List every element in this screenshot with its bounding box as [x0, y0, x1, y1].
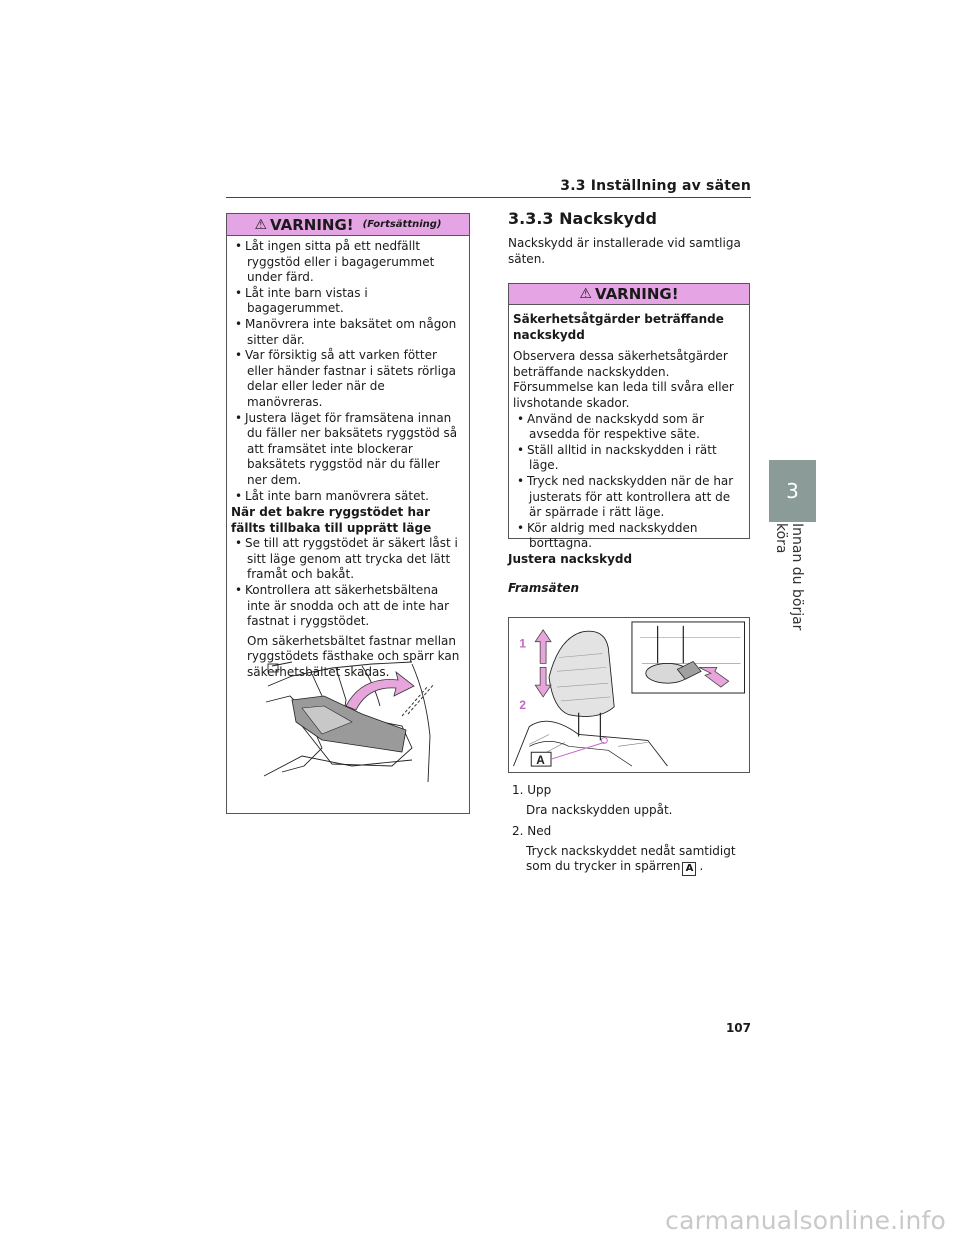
- step-description: Dra nackskydden uppåt.: [526, 802, 673, 817]
- header-divider: [226, 197, 751, 198]
- list-item: • Använd de nackskydd som är avsedda för respektive säte.: [513, 412, 743, 443]
- step-label: 2. Ned: [512, 824, 552, 839]
- warning-continued-label: (Fortsättning): [362, 219, 442, 230]
- warning-note: Om säkerhetsbältet fastnar mellan ryggstödets fästhake och spärr kan säkerhetsbältet skadas.: [247, 633, 460, 680]
- section-title: 3.3.3 Nackskydd: [508, 209, 657, 228]
- warning-subheading: När det bakre ryggstödet har fällts tillbaka till upprätt läge: [231, 505, 432, 535]
- chapter-tab: [769, 460, 816, 522]
- warning-triangle-icon: ⚠: [254, 216, 268, 233]
- figure-label-down: 2: [519, 697, 527, 712]
- fold-up-arrow-icon: [346, 672, 414, 710]
- section-intro: Nackskydd är installerade vid samtliga säten.: [508, 236, 741, 266]
- list-item: • Justera läget för framsätena innan du fäller ner baksätets ryggstöd så att framsätet inte blockerar baksätets ryggstöd när du fäller ner dem.: [231, 411, 461, 489]
- step-label: 1. Upp: [512, 783, 552, 797]
- arrow-up-icon: [535, 630, 551, 664]
- warning-body: [509, 305, 749, 552]
- watermark: carmanualsonline.info: [665, 1206, 946, 1235]
- rear-seat-folding-illustration: [262, 656, 434, 784]
- warning-title: VARNING!: [594, 285, 679, 303]
- adjust-subheading: Framsäten: [508, 581, 580, 595]
- list-item: • Kontrollera att säkerhetsbältena inte är snodda och att de inte har fastnat i ryggstödet.: [231, 583, 461, 630]
- arrow-down-icon: [535, 667, 551, 697]
- list-item: • Se till att ryggstödet är säkert låst i sitt läge genom att trycka det lätt framåt och bakåt.: [231, 536, 461, 583]
- figure-label-up: 1: [519, 636, 527, 651]
- list-item: • Manövrera inte baksätet om någon sitter där.: [231, 317, 461, 348]
- warning-triangle-icon: ⚠: [579, 286, 592, 302]
- warning-header: [227, 214, 469, 236]
- chapter-number: 3: [786, 479, 799, 503]
- step-description: Tryck nackskyddet nedåt samtidigt som du trycker in spärren A .: [526, 843, 736, 875]
- warning-subheading: Säkerhetsåtgärder beträffande nackskydd: [513, 312, 724, 342]
- section-header-title: 3.3 Inställning av säten: [560, 178, 751, 194]
- list-item: • Var försiktig så att varken fötter eller händer fastnar i sätets rörliga delar eller leder när de manövreras.: [231, 348, 461, 410]
- warning-title: VARNING!: [270, 215, 354, 234]
- list-item: • Låt ingen sitta på ett nedfällt ryggstöd eller i bagagerummet under färd.: [231, 239, 461, 286]
- warning-header: [509, 284, 749, 305]
- list-item: • Tryck ned nackskydden när de har justerats för att kontrollera att de är spärrade i rätt läge.: [513, 474, 743, 521]
- adjust-steps: [512, 783, 752, 882]
- list-item: • Kör aldrig med nackskydden borttagna.: [513, 521, 743, 552]
- warning-paragraph: Observera dessa säkerhetsåtgärder beträffande nackskydden. Försummelse kan leda till svåra eller livshotande skador.: [513, 349, 734, 410]
- figure-label-lock: A: [536, 753, 545, 768]
- adjust-heading: Justera nackskydd: [508, 552, 633, 566]
- list-item: • Låt inte barn vistas i bagagerummet.: [231, 286, 461, 317]
- list-item: • Låt inte barn manövrera sätet.: [231, 489, 461, 505]
- chapter-label: Innan du börjar köra: [773, 523, 805, 631]
- headrest-adjust-illustration: [508, 617, 750, 773]
- lock-badge: A: [682, 862, 696, 876]
- list-item: • Ställ alltid in nackskydden i rätt läge.: [513, 443, 743, 474]
- warning-box: [508, 283, 750, 551]
- page-number: 107: [725, 1021, 751, 1035]
- warning-body: [227, 236, 469, 681]
